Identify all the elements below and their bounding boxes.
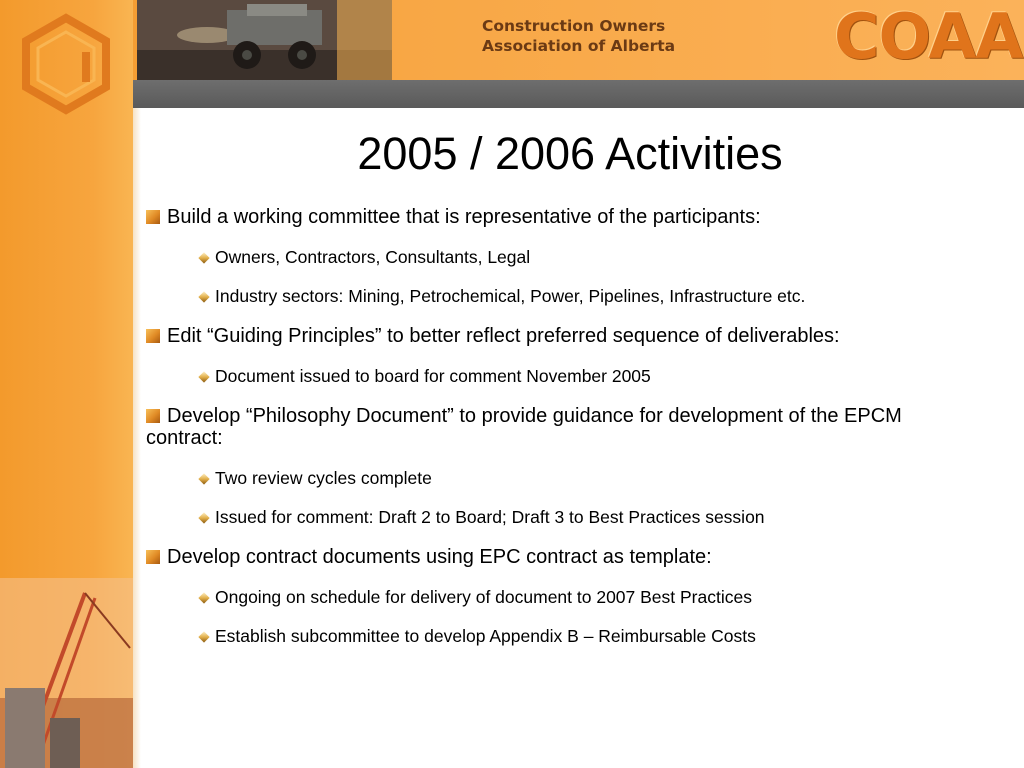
square-bullet-icon [146, 210, 160, 224]
sub-bullet-text: Owners, Contractors, Consultants, Legal [215, 247, 531, 267]
sub-bullet-item [146, 247, 946, 267]
bullet-item [146, 206, 946, 228]
sub-bullet-text: Document issued to board for comment November 2005 [215, 366, 651, 386]
crane-photo [0, 578, 133, 768]
bullet-item [146, 405, 946, 449]
sub-bullet-item [146, 286, 946, 306]
content-edge-shadow [133, 108, 141, 768]
bullet-text: Build a working committee that is representative of the participants: [167, 206, 761, 228]
sub-bullet-text: Industry sectors: Mining, Petrochemical, Power, Pipelines, Infrastructure etc. [215, 286, 806, 306]
slide-title: 2005 / 2006 Activities [357, 128, 783, 179]
sub-bullet-text: Establish subcommittee to develop Appendix B – Reimbursable Costs [215, 626, 756, 646]
square-bullet-icon [146, 550, 160, 564]
bullet-item [146, 325, 946, 347]
diamond-bullet-icon [198, 512, 209, 523]
haul-truck-photo [137, 0, 392, 80]
coaa-hexagon-logo [14, 12, 118, 116]
bullet-text: Develop “Philosophy Document” to provide guidance for development of the EPCM contract: [146, 405, 902, 449]
organization-name: Construction Owners Association of Alberta [482, 17, 676, 55]
sub-bullet-text: Issued for comment: Draft 2 to Board; Draft 3 to Best Practices session [215, 507, 765, 527]
diamond-bullet-icon [198, 592, 209, 603]
diamond-bullet-icon [198, 252, 209, 263]
brand-wordmark: COAA [834, 0, 1023, 73]
sub-bullet-text: Two review cycles complete [215, 468, 432, 488]
bullet-text: Edit “Guiding Principles” to better reflect preferred sequence of deliverables: [167, 325, 840, 347]
sub-bullet-item [146, 468, 946, 488]
header-divider-bar [133, 80, 1024, 108]
bullet-item [146, 546, 946, 568]
square-bullet-icon [146, 329, 160, 343]
bullet-list [146, 206, 946, 665]
diamond-bullet-icon [198, 291, 209, 302]
square-bullet-icon [146, 409, 160, 423]
diamond-bullet-icon [198, 631, 209, 642]
bullet-text: Develop contract documents using EPC contract as template: [167, 546, 712, 568]
sub-bullet-item [146, 626, 946, 646]
sub-bullet-item [146, 587, 946, 607]
sub-bullet-item [146, 366, 946, 386]
sub-bullet-item [146, 507, 946, 527]
diamond-bullet-icon [198, 473, 209, 484]
sub-bullet-text: Ongoing on schedule for delivery of document to 2007 Best Practices [215, 587, 752, 607]
diamond-bullet-icon [198, 371, 209, 382]
